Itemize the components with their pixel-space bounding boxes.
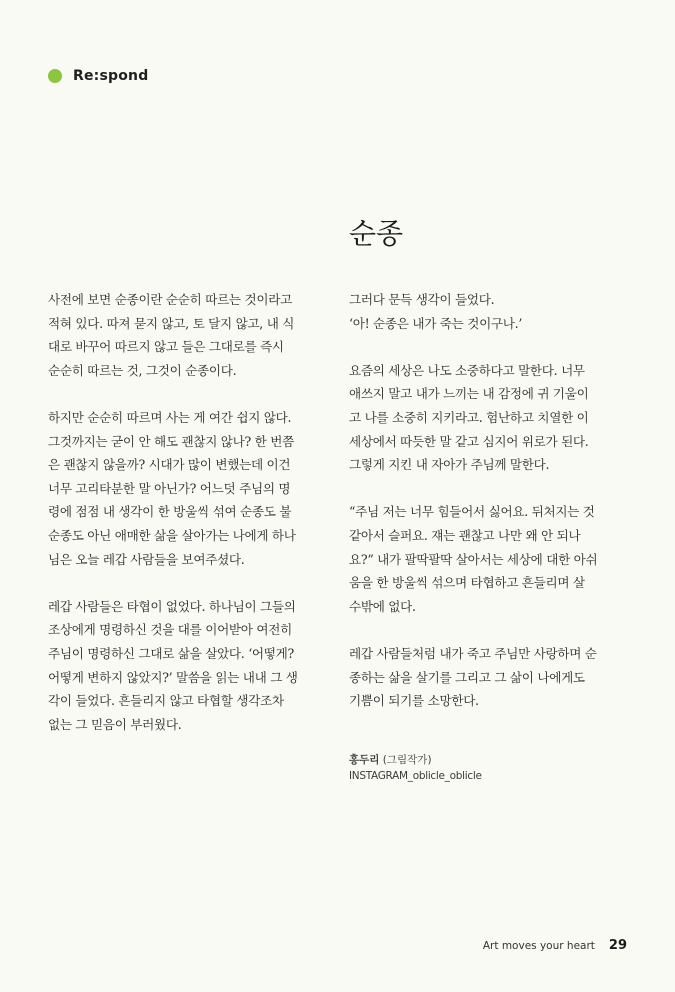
text-line: 령에 점점 내 생각이 한 방울씩 섞여 순종도 불 (48, 504, 292, 520)
artist-name: 홍두리 (349, 754, 380, 766)
text-line: 어떻게 변하지 않았지?’ 말씀을 읽는 내내 그 생 (48, 669, 298, 685)
text-line: 레갑 사람들은 타협이 없었다. 하나님이 그들의 (48, 598, 296, 614)
text-line: 은 괜찮지 않을까? 시대가 많이 변했는데 이건 (48, 457, 291, 473)
instagram-handle: INSTAGRAM_oblicle_oblicle (349, 770, 482, 782)
green-dot-icon (48, 69, 62, 83)
paragraph (349, 288, 629, 335)
paragraph (349, 359, 629, 477)
text-line: 종하는 삶을 살기를 그리고 그 삶이 나에게도 (349, 669, 585, 685)
section-label: Re:spond (73, 68, 149, 84)
text-line: 없는 그 믿음이 부러웠다. (48, 716, 182, 732)
text-line: 같아서 슬퍼요. 쟤는 괜찮고 나만 왜 안 되나 (349, 527, 581, 543)
page-number: 29 (608, 938, 627, 953)
footer-tagline: Art moves your heart (482, 940, 595, 952)
text-line: 하지만 순순히 따르며 사는 게 여간 쉽지 않다. (48, 409, 292, 425)
article-title: 순종 (349, 217, 404, 250)
right-column (349, 288, 629, 736)
text-line: 요?” 내가 팔딱팔딱 살아서는 세상에 대한 아쉬 (349, 551, 598, 567)
text-line: 조상에게 명령하신 것을 대를 이어받아 여전히 (48, 622, 292, 638)
text-line: 그것까지는 굳이 안 해도 괜찮지 않나? 한 번쯤 (48, 433, 294, 449)
section-header (48, 68, 148, 84)
text-line: 고 나를 소중히 지키라고. 험난하고 치열한 이 (349, 409, 589, 425)
text-line: 요즘의 세상은 나도 소중하다고 말한다. 너무 (349, 362, 585, 378)
text-line: 님은 오늘 레갑 사람들을 보여주셨다. (48, 551, 245, 567)
artist-role: (그림작가) (382, 754, 432, 766)
text-line: 사전에 보면 순종이란 순순히 따르는 것이라고 (48, 292, 292, 307)
text-line: 주님이 명령하신 그대로 삶을 살았다. ‘어떻게? (48, 645, 294, 661)
text-line: 대로 바꾸어 따르지 않고 들은 그대로를 즉시 (48, 339, 284, 355)
paragraph (48, 595, 328, 737)
left-column (48, 288, 328, 760)
page-footer (483, 938, 627, 953)
text-line: 순순히 따르는 것, 그것이 순종이다. (48, 362, 237, 378)
artist-credit (349, 752, 482, 784)
text-line: 수밖에 없다. (349, 598, 416, 614)
text-line: 세상에서 따듯한 말 같고 심지어 위로가 된다. (349, 433, 589, 449)
text-line: 순종도 아닌 애매한 삶을 살아가는 나에게 하나 (48, 527, 296, 543)
text-line: 각이 들었다. 흔들리지 않고 타협할 생각조차 (48, 693, 284, 709)
text-line: 레갑 사람들처럼 내가 죽고 주님만 사랑하며 순 (349, 645, 597, 661)
text-line: ‘아! 순종은 내가 죽는 것이구나.’ (349, 315, 523, 331)
text-line: 그러다 문득 생각이 들었다. (349, 292, 495, 307)
text-line: “주님 저는 너무 힘들어서 싫어요. 뒤처지는 것 (349, 504, 595, 520)
text-line: 움을 한 방울씩 섞으며 타협하고 흔들리며 살 (349, 575, 585, 591)
text-line: 적혀 있다. 따져 묻지 않고, 토 달지 않고, 내 식 (48, 315, 295, 331)
text-line: 기쁨이 되기를 소망한다. (349, 693, 479, 709)
paragraph (349, 500, 629, 618)
text-line: 애쓰지 말고 내가 느끼는 내 감정에 귀 기울이 (349, 386, 589, 402)
paragraph (48, 288, 328, 382)
paragraph (48, 406, 328, 571)
text-line: 너무 고리타분한 말 아닌가? 어느덧 주님의 명 (48, 480, 291, 496)
text-line: 그렇게 지킨 내 자아가 주님께 말한다. (349, 457, 550, 473)
paragraph (349, 642, 629, 713)
